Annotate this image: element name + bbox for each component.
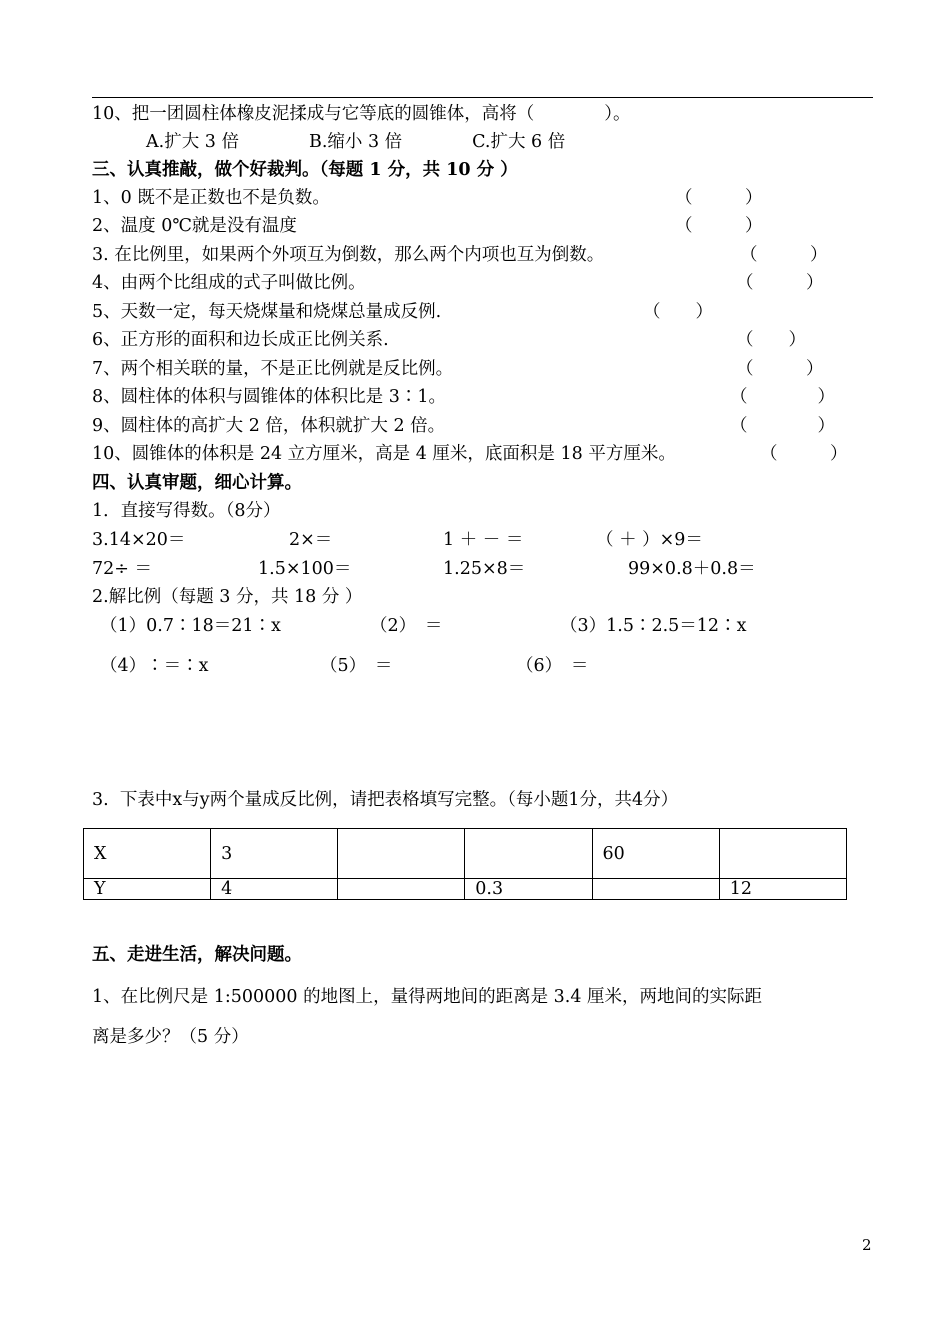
table-cell: Y [84, 879, 211, 900]
judge-answer-3[interactable]: （ ） [740, 245, 828, 265]
calc-item: 3.14×20＝ [92, 530, 186, 550]
calc-item: 1 ＋ － ＝ [443, 530, 524, 550]
judge-item-2: 2、温度 0℃就是没有温度 [92, 216, 297, 236]
proportion-item: （6） ＝ [516, 656, 589, 676]
judge-item-10: 10、圆锥体的体积是 24 立方厘米，高是 4 厘米，底面积是 18 平方厘米。 [92, 444, 676, 464]
judge-item-1: 1、0 既不是正数也不是负数。 [92, 188, 330, 208]
section-4-heading: 四、认真审题，细心计算。 [92, 473, 302, 493]
judge-answer-8[interactable]: （ ） [730, 387, 835, 407]
proportion-item: （3）1.5∶2.5＝12∶x [560, 616, 747, 636]
judge-item-9: 9、圆柱体的高扩大 2 倍，体积就扩大 2 倍。 [92, 416, 446, 436]
table-cell: 0.3 [465, 879, 592, 900]
section-5-heading: 五、走进生活，解决问题。 [92, 945, 302, 965]
judge-answer-7[interactable]: （ ） [736, 359, 824, 379]
judge-answer-9[interactable]: （ ） [730, 416, 835, 436]
calc-item: 99×0.8＋0.8＝ [628, 559, 756, 579]
judge-item-7: 7、两个相关联的量，不是正比例就是反比例。 [92, 359, 454, 379]
question-10-options: A.扩大 3 倍 B.缩小 3 倍 C.扩大 6 倍 [146, 132, 566, 152]
judge-item-3: 3. 在比例里，如果两个外项互为倒数，那么两个内项也互为倒数。 [92, 245, 605, 265]
direct-calc-title: 1．直接写得数。（8分） [92, 501, 281, 521]
judge-answer-6[interactable]: （ ） [736, 330, 806, 350]
table-cell: 12 [719, 879, 846, 900]
table-cell: 4 [211, 879, 338, 900]
table-row [84, 879, 847, 900]
calc-item: 2×＝ [289, 530, 333, 550]
table-cell-blank[interactable] [465, 829, 592, 879]
table-cell-blank[interactable] [338, 829, 465, 879]
calc-item: 1.5×100＝ [258, 559, 352, 579]
table-cell-blank[interactable] [338, 879, 465, 900]
proportion-item: （2） ＝ [370, 616, 443, 636]
question-10-text: 10、把一团圆柱体橡皮泥揉成与它等底的圆锥体，高将（ ）。 [92, 104, 631, 124]
table-cell-blank[interactable] [719, 829, 846, 879]
proportion-item: （5） ＝ [320, 656, 393, 676]
calc-item: 1.25×8＝ [443, 559, 526, 579]
judge-item-4: 4、由两个比组成的式子叫做比例。 [92, 273, 366, 293]
problem-1-line-2: 离是多少？（5 分） [92, 1027, 249, 1047]
header-rule [92, 97, 873, 98]
calc-item: 72÷ ＝ [92, 559, 152, 579]
judge-answer-2[interactable]: （ ） [675, 216, 763, 236]
judge-item-6: 6、正方形的面积和边长成正比例关系. [92, 330, 389, 350]
proportion-title: 2.解比例（每题 3 分，共 18 分 ） [92, 587, 363, 607]
table-cell-blank[interactable] [592, 879, 719, 900]
calc-item: （ ＋ ）×9＝ [596, 530, 703, 550]
table-row [84, 829, 847, 879]
proportion-item: （1）0.7∶18＝21∶x [100, 616, 281, 636]
judge-answer-1[interactable]: （ ） [675, 188, 763, 208]
inverse-proportion-table [83, 828, 847, 900]
section-3-heading: 三、认真推敲，做个好裁判。（每题 1 分，共 10 分 ） [92, 160, 518, 180]
judge-answer-4[interactable]: （ ） [736, 273, 824, 293]
judge-answer-10[interactable]: （ ） [760, 444, 848, 464]
table-cell: 3 [211, 829, 338, 879]
judge-item-8: 8、圆柱体的体积与圆锥体的体积比是 3∶1。 [92, 387, 446, 407]
page-number: 2 [862, 1236, 872, 1254]
judge-answer-5[interactable]: （ ） [643, 302, 713, 322]
table-cell: 60 [592, 829, 719, 879]
judge-item-5: 5、天数一定，每天烧煤量和烧煤总量成反例. [92, 302, 442, 322]
proportion-item: （4）∶＝∶x [100, 656, 209, 676]
inverse-table-title: 3. 下表中x与y两个量成反比例，请把表格填写完整。（每小题1分，共4分） [92, 790, 679, 810]
problem-1-line-1: 1、在比例尺是 1:500000 的地图上，量得两地间的距离是 3.4 厘米，两地间的实际距 [92, 987, 763, 1007]
table-cell: X [84, 829, 211, 879]
